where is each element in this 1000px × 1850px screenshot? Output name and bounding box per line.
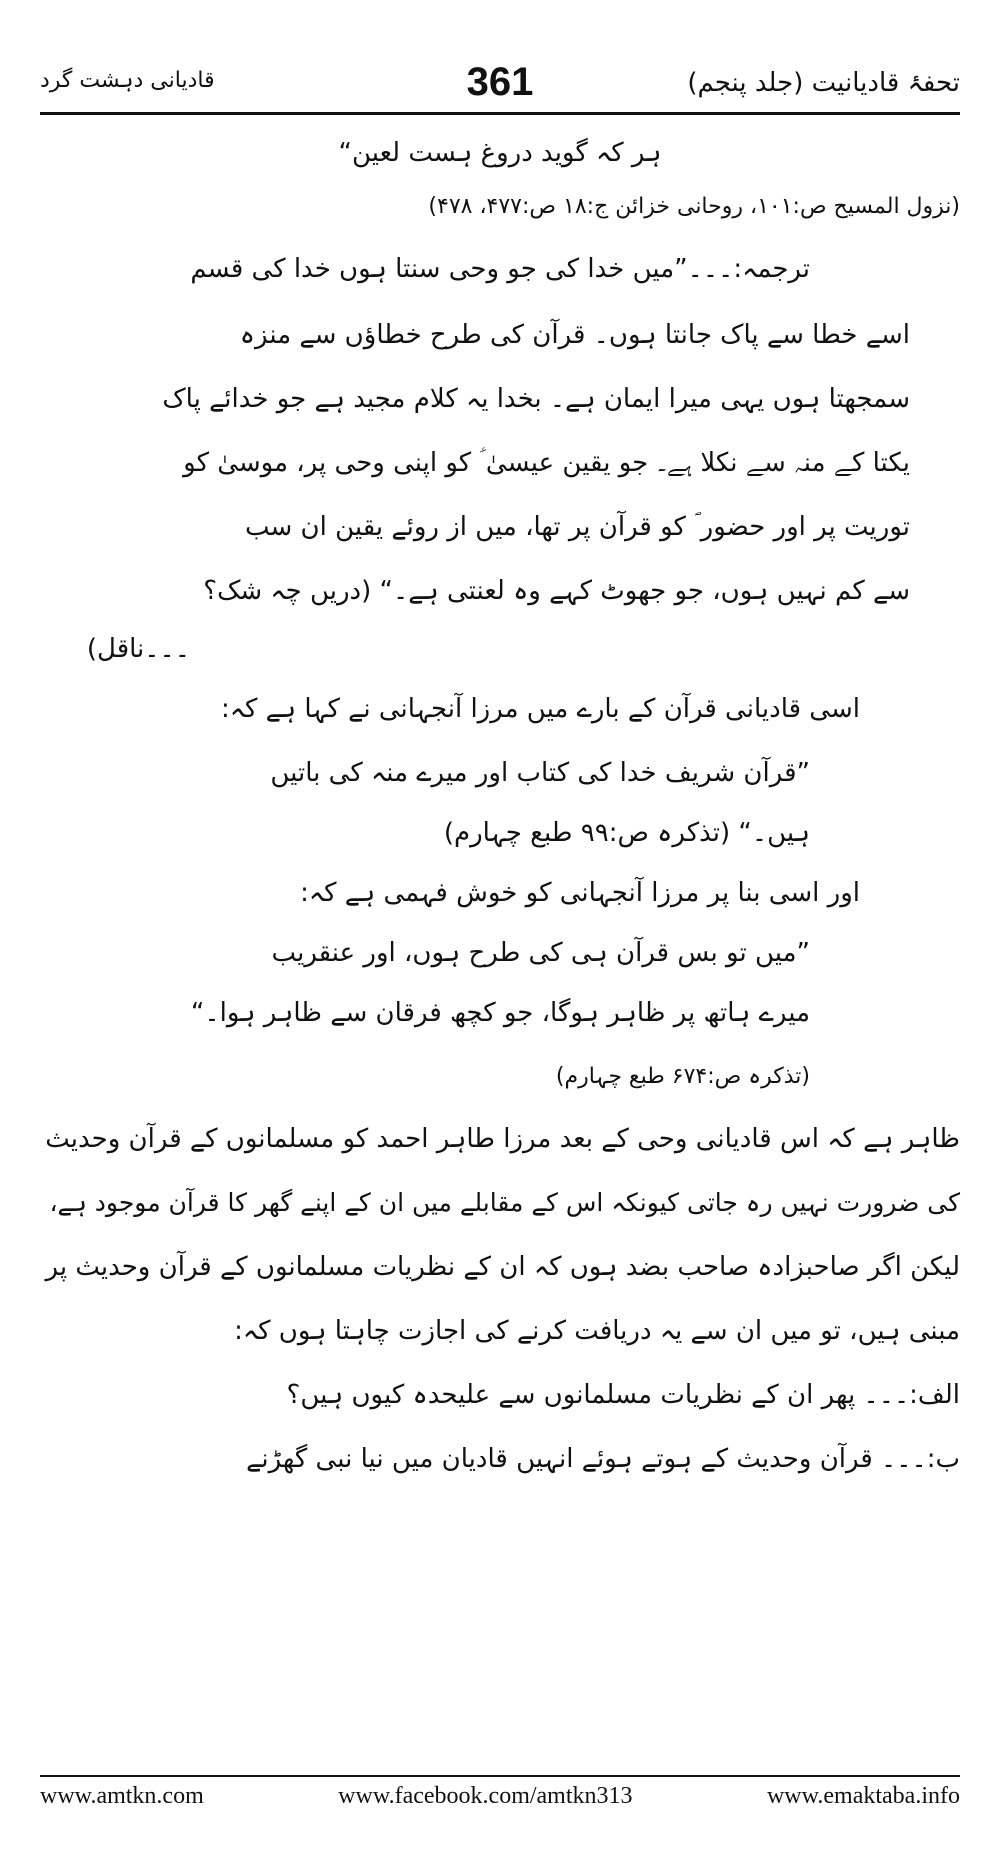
text-line: سمجھتا ہوں یہی میرا ایمان ہے۔ بخدا یہ کلام مجید ہے جو خدائے پاک [162,384,910,414]
footer-link-facebook[interactable]: www.facebook.com/amtkn313 [338,1783,633,1809]
book-title: تحفۂ قادیانیت (جلد پنجم) [687,68,960,98]
citation-line: (نزول المسیح ص:۱۰۱، روحانی خزائن ج:۱۸ ص:۴۷۷، ۴۷۸) [428,194,960,219]
text-line: توریت پر اور حضور ؐ کو قرآن پر تھا، میں از روئے یقین ان سب [244,512,910,542]
text-line: ”قرآن شریف خدا کی کتاب اور میرے منہ کی باتیں [270,758,810,788]
text-line: ظاہر ہے کہ اس قادیانی وحی کے بعد مرزا طاہر احمد کو مسلمانوں کے قرآن وحدیث [45,1124,960,1154]
text-line: اور اسی بنا پر مرزا آنجہانی کو خوش فہمی ہے کہ: [300,878,860,908]
text-line: ”میں تو بس قرآن ہی کی طرح ہوں، اور عنقریب [271,938,810,968]
text-line: اسی قادیانی قرآن کے بارے میں مرزا آنجہانی نے کہا ہے کہ: [220,694,860,724]
text-line: ۔۔۔ناقل) [86,634,190,664]
text-line: ترجمہ:۔۔۔”میں خدا کی جو وحی سنتا ہوں خدا کی قسم [190,254,810,284]
text-line: لیکن اگر صاحبزادہ صاحب بضد ہوں کہ ان کے نظریات مسلمانوں کے قرآن وحدیث پر [45,1252,960,1282]
text-line: ہیں۔“ (تذکرہ ص:۹۹ طبع چہارم) [443,818,810,848]
text-line: مبنی ہیں، تو میں ان سے یہ دریافت کرنے کی اجازت چاہتا ہوں کہ: [234,1316,960,1346]
page-header [40,58,960,115]
text-line: الف:۔۔۔ پھر ان کے نظریات مسلمانوں سے علیحدہ کیوں ہیں؟ [286,1380,960,1410]
page-footer [40,1775,960,1810]
text-line: اسے خطا سے پاک جانتا ہوں۔ قرآن کی طرح خطاؤں سے منزہ [239,320,910,350]
page-number: 361 [466,60,534,104]
text-line: ہر کہ گوید دروغ ہست لعین“ [338,138,662,168]
text-line: ب:۔۔۔ قرآن وحدیث کے ہوتے ہوئے انہیں قادیان میں نیا نبی گھڑنے [246,1444,960,1474]
text-line: سے کم نہیں ہوں، جو جھوٹ کہے وہ لعنتی ہے۔“ (دریں چہ شک؟ [203,576,910,606]
text-line: میرے ہاتھ پر ظاہر ہوگا، جو کچھ فرقان سے ظاہر ہوا۔“ [190,998,810,1028]
footer-link-amtkn[interactable]: www.amtkn.com [40,1783,204,1809]
text-line: کی ضرورت نہیں رہ جاتی کیونکہ اس کے مقابلے میں ان کے اپنے گھر کا قرآن موجود ہے، [49,1188,960,1217]
text-line: یکتا کے منہ سے نکلا ہے۔ جو یقین عیسیٰ ؑ کو اپنی وحی پر، موسیٰ کو [183,448,910,478]
citation-line: (تذکرہ ص:۶۷۴ طبع چہارم) [555,1064,810,1089]
section-title: قادیانی دہشت گرد [40,68,215,93]
footer-link-emaktaba[interactable]: www.emaktaba.info [766,1783,960,1809]
